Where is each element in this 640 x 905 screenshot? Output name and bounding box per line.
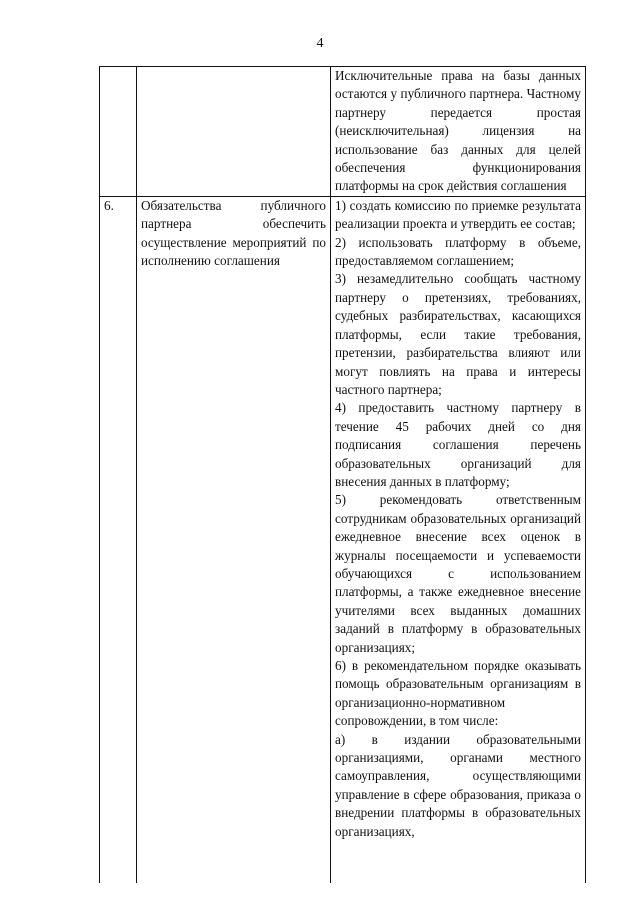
paragraph-2: 2) использовать платформу в объеме, предоставляемом соглашением; [335, 234, 581, 269]
row-subject-cell [137, 67, 331, 197]
row-number-cell: 6. [100, 196, 137, 883]
row-number-cell [100, 67, 137, 197]
page-number: 4 [316, 36, 324, 51]
row-content-cell [331, 196, 586, 883]
paragraph-5: 5) рекомендовать ответственным сотрудникам образовательных организаций ежедневное внесение всех оценок в журналы посещаемости и успеваемости обучающихся с использованием платформы, а также ежедневное внесение учителями всех выданных домашних заданий в платформу в образовательных организациях; [335, 492, 581, 655]
subject-text: Обязательства публичного партнера обеспечить осуществление мероприятий по исполнению соглашения [141, 197, 326, 269]
paragraph-3: 3) незамедлительно сообщать частному партнеру о претензиях, требованиях, судебных разбирательствах, касающихся платформы, если такие требования, претензии, разбирательства влияют или могут повлиять на права и интересы частного партнера; [335, 271, 581, 397]
table-row [100, 196, 586, 883]
table-row [100, 67, 586, 197]
paragraph-1: 1) создать комиссию по приемке результата реализации проекта и утвердить ее состав; [335, 197, 581, 232]
paragraph-4: 4) предоставить частному партнеру в течение 45 рабочих дней со дня подписания соглашения перечень образовательных организаций для внесения данных в платформу; [335, 400, 581, 489]
paragraph-6: 6) в рекомендательном порядке оказывать помощь образовательным организациям в организационно-нормативном сопровождении, в том числе: [335, 658, 581, 729]
row-content-cell [331, 67, 586, 197]
document-table [99, 66, 586, 883]
paragraph-7: а) в издании образовательными организациями, органами местного самоуправления, осуществляющими управление в сфере образования, приказа о внедрении платформы в образовательных организациях, [335, 731, 581, 839]
paragraph: Исключительные права на базы данных остаются у публичного партнера. Частному партнеру передается простая (неисключительная) лицензия на использование баз данных для целей обеспечения функционирования платформы на срок действия соглашения [335, 68, 581, 194]
row-subject-cell [137, 196, 331, 883]
